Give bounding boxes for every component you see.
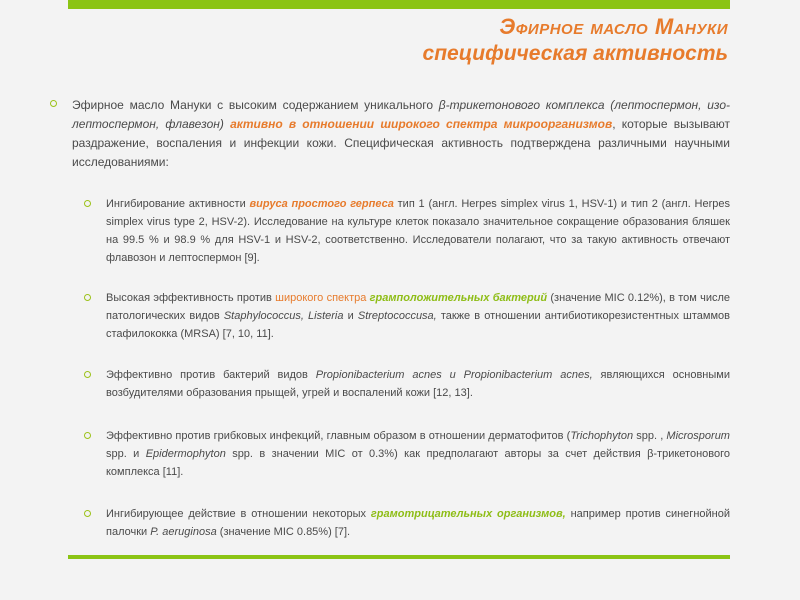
bullet-3-text: Эффективно против бактерий видов <box>106 369 316 381</box>
top-accent-bar <box>68 0 730 9</box>
title-line-1: Эфирное масло Мануки <box>499 14 728 39</box>
bullet-5-text: (значение MIC 0.85%) [7]. <box>216 526 351 538</box>
bullet-item-gram-positive <box>106 289 730 343</box>
bullet-4-species: Trichophyton <box>570 430 634 442</box>
bullet-3-species: Propionibacterium acnes, <box>463 369 593 381</box>
sub-bullet-icon <box>84 371 91 378</box>
bullet-2-highlight-orange: широкого спектра <box>275 292 367 304</box>
intro-text-2: β-трикетонового комплекса (лептоспермон, изо-лептоспермон, флавезон) <box>72 98 731 131</box>
intro-text-4: , которые вызывают раздражение, воспаления и инфекции кожи. Специфическая активность подтверждена различными научными исследованиями: <box>72 117 730 169</box>
bullet-4-species: Epidermophyton <box>145 448 226 460</box>
main-bullet-icon <box>50 100 57 107</box>
bullet-5-text: Ингибирующее действие в отношении некоторых <box>106 508 371 520</box>
bullet-4-text: spp. и <box>106 448 146 460</box>
bullet-4-text: Эффективно против грибковых инфекций, главным образом в отношении дерматофитов ( <box>106 430 571 442</box>
bullet-1-text: тип 1 (англ. Herpes simplex virus 1, HSV-1) и тип 2 (англ. Herpes simplex virus type 2, HSV-2). Исследование на культуре клеток показало значительное сокращение образования бляшек на 99.5 % и 98.9 % для HSV-1 и HSV-2, соответственно. Исследователи полагают, что за такую активность отвечают флавозон и лептоспермон [9]. <box>106 198 730 264</box>
bullet-2-text: Высокая эффективность против <box>106 292 276 304</box>
sub-bullet-icon <box>84 294 91 301</box>
bullet-4-text: spp. , <box>633 430 667 442</box>
bullet-2-highlight-green: грамположительных бактерий <box>369 292 548 304</box>
bullet-5-text: например против синегнойной палочки <box>106 508 730 538</box>
bottom-accent-bar <box>68 555 730 559</box>
bullet-item-fungal <box>106 427 730 481</box>
bullet-4-species: Microsporum <box>666 430 730 442</box>
bullet-2-text: также в отношении антибиотикорезистентных штаммов стафилококка (MRSA) [7, 10, 11]. <box>106 310 731 340</box>
bullet-5-species: P. aeruginosa <box>150 526 217 538</box>
bullet-1-text: Ингибирование активности <box>106 198 250 210</box>
bullet-2-species: Staphylococcus, Listeria <box>223 310 344 322</box>
bullet-item-acnes <box>106 366 730 402</box>
bullet-3-text: являющихся основными возбудителями образования прыщей, угрей и воспалений кожи [12, 13]. <box>106 369 730 399</box>
bullet-3-species: Propionibacterium acnes <box>315 369 442 381</box>
intro-paragraph <box>72 96 730 172</box>
bullet-3-text: и <box>441 369 464 381</box>
bullet-1-highlight: вируса простого герпеса <box>249 198 394 210</box>
bullet-5-highlight: грамотрицательных организмов, <box>370 508 566 520</box>
bullet-item-herpes <box>106 195 730 267</box>
sub-bullet-icon <box>84 200 91 207</box>
intro-highlight: активно в отношении широкого спектра микроорганизмов <box>230 117 613 131</box>
sub-bullet-icon <box>84 432 91 439</box>
bullet-2-text: (значение MIC 0.12%), в том числе патологических видов <box>106 292 731 322</box>
slide-title <box>228 14 728 66</box>
bullet-2-text: и <box>343 310 358 322</box>
bullet-item-gram-negative <box>106 505 730 541</box>
sub-bullet-icon <box>84 510 91 517</box>
bullet-4-text: spp. в значении MIC от 0.3%) как предполагают авторы за счет действия β-трикетонового комплекса [11]. <box>106 448 730 478</box>
intro-text-1: Эфирное масло Мануки с высоким содержанием уникального <box>72 98 439 112</box>
bullet-2-species: Streptococcusa, <box>357 310 437 322</box>
title-line-2: специфическая активность <box>422 41 728 65</box>
